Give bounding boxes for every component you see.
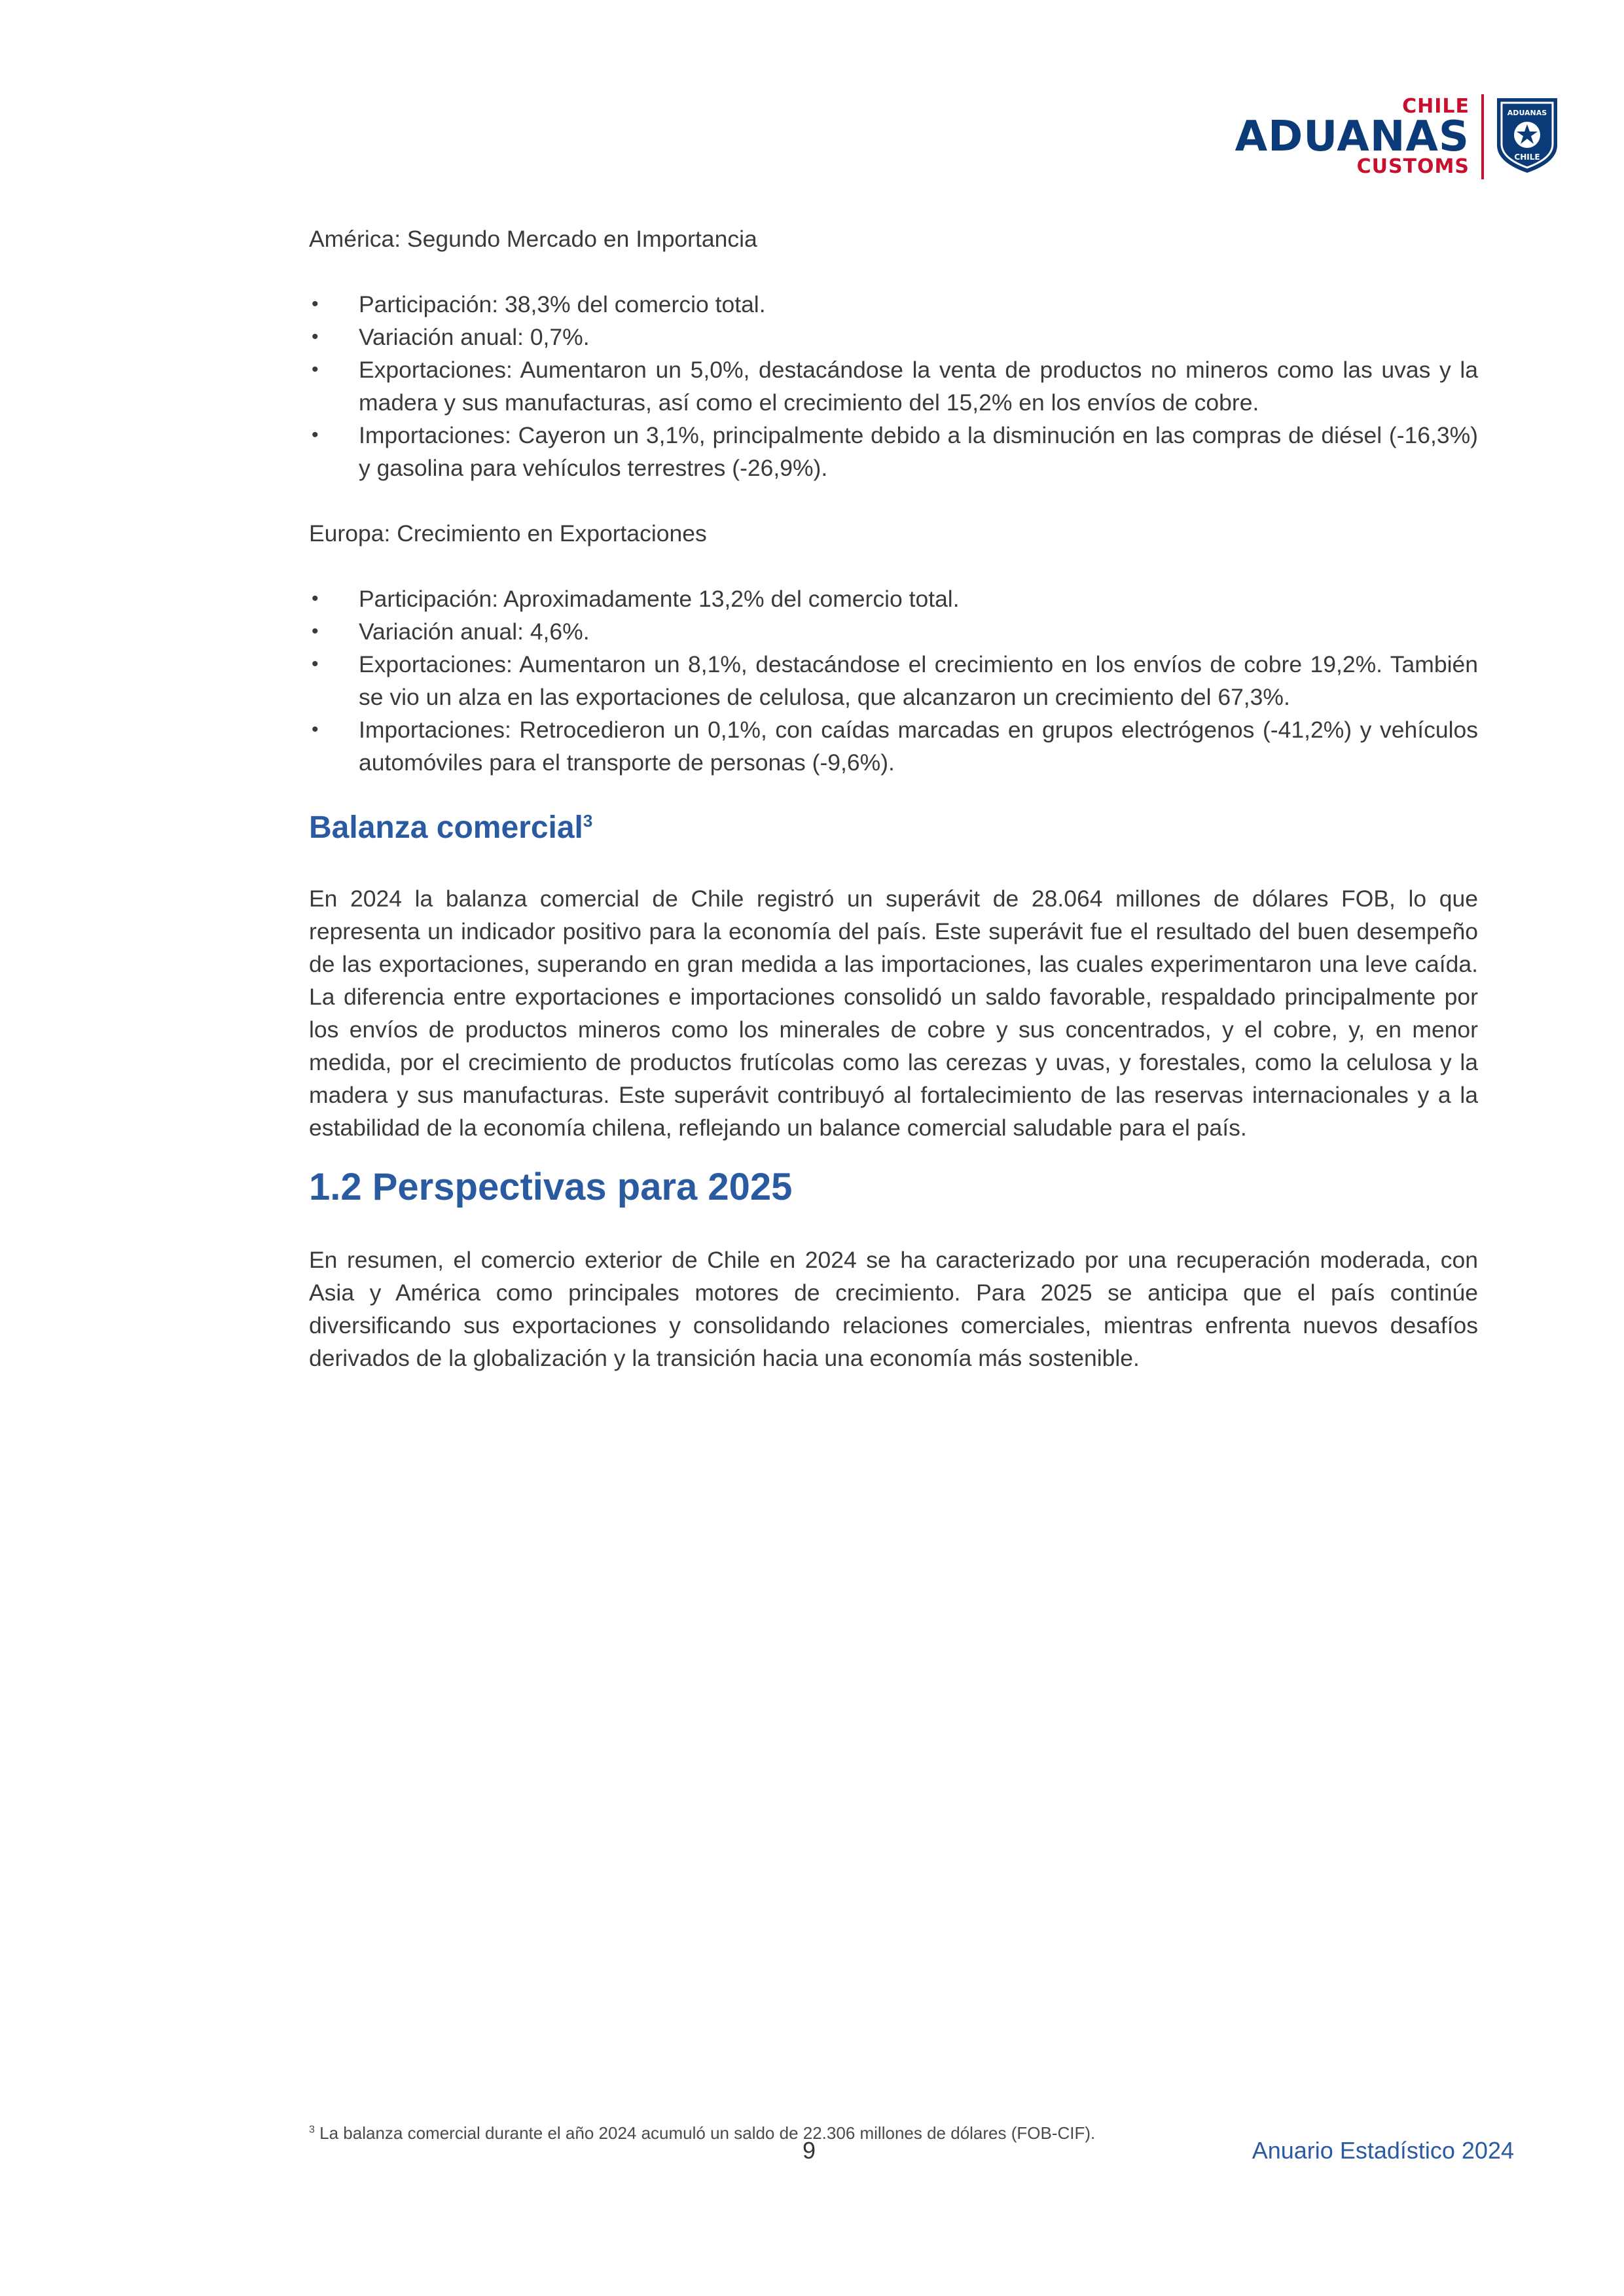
- list-item: • Importaciones: Cayeron un 3,1%, principalmente debido a la disminución en las compras de diésel (-16,3%) y gasolina para vehículos terrestres (-26,9%).: [312, 422, 1478, 481]
- footnote-text: La balanza comercial durante el año 2024 acumuló un saldo de 22.306 millones de dólares (FOB-CIF).: [319, 2123, 1096, 2143]
- list-item: • Variación anual: 4,6%.: [312, 619, 590, 645]
- list-item: • Exportaciones: Aumentaron un 8,1%, destacándose el crecimiento en los envíos de cobre 19,2%. También se vio un alza en las exportaciones de celulosa, que alcanzaron un crecimiento del 67,3%.: [312, 651, 1478, 710]
- america-list: [309, 288, 1478, 484]
- balanza-body: En 2024 la balanza comercial de Chile registró un superávit de 28.064 millones de dólares FOB, lo que representa un indicador positivo para la economía del país. Este superávit fue el resultado del buen desempeño de las exportaciones, superando en gran medida a las importaciones, las cuales experimentaron una leve caída. La diferencia entre exportaciones e importaciones consolidó un saldo favorable, respaldado principalmente por los envíos de productos mineros como los minerales de cobre y sus concentrados, y el cobre, y, en menor medida, por el crecimiento de productos frutícolas como las cerezas y uvas, y forestales, como la celulosa y la madera y sus manufacturas. Este superávit contribuyó al fortalecimiento de las reservas internacionales y a la estabilidad de la economía chilena, reflejando un balance comercial saludable para el país.: [309, 886, 1478, 1141]
- list-item: • Exportaciones: Aumentaron un 5,0%, destacándose la venta de productos no mineros como las uvas y la madera y sus manufacturas, así como el crecimiento del 15,2% en los envíos de cobre.: [312, 357, 1478, 416]
- logo-chile-text: CHILE: [1402, 95, 1470, 118]
- page-content: [309, 223, 1478, 1374]
- badge-top-text: ADUANAS: [1507, 109, 1547, 117]
- footnote-mark: 3: [309, 2124, 315, 2136]
- europa-list: [309, 583, 1478, 779]
- badge-bottom-text: CHILE: [1514, 152, 1540, 162]
- aduanas-logo: [1235, 94, 1561, 179]
- list-item: • Participación: 38,3% del comercio total.: [312, 291, 766, 317]
- america-title: América: Segundo Mercado en Importancia: [309, 226, 757, 252]
- logo-customs-text: CUSTOMS: [1356, 155, 1470, 178]
- page-number: 9: [803, 2137, 816, 2164]
- logo-wordmark: [1235, 94, 1484, 179]
- perspectivas-body: En resumen, el comercio exterior de Chile en 2024 se ha caracterizado por una recuperación moderada, con Asia y América como principales motores de crecimiento. Para 2025 se anticipa que el país continúe diversificando sus exportaciones y consolidando relaciones comerciales, mientras enfrenta nuevos desafíos derivados de la globalización y la transición hacia una economía más sostenible.: [309, 1247, 1478, 1371]
- footnote-ref: 3: [583, 811, 593, 831]
- list-item: • Participación: Aproximadamente 13,2% del comercio total.: [312, 586, 960, 612]
- list-item: • Importaciones: Retrocedieron un 0,1%, con caídas marcadas en grupos electrógenos (-41,2%) y vehículos automóviles para el transporte de personas (-9,6%).: [312, 717, 1478, 776]
- list-item: • Variación anual: 0,7%.: [312, 324, 590, 350]
- perspectivas-heading: 1.2 Perspectivas para 2025: [309, 1166, 793, 1208]
- publication-title: Anuario Estadístico 2024: [1252, 2137, 1514, 2164]
- balanza-heading: Balanza comercial$^3$: [309, 810, 593, 845]
- shield-badge-icon: [1493, 94, 1561, 175]
- logo-aduanas-text: ADUANAS: [1235, 113, 1470, 161]
- europa-title: Europa: Crecimiento en Exportaciones: [309, 520, 707, 547]
- footnote: [309, 2123, 1095, 2144]
